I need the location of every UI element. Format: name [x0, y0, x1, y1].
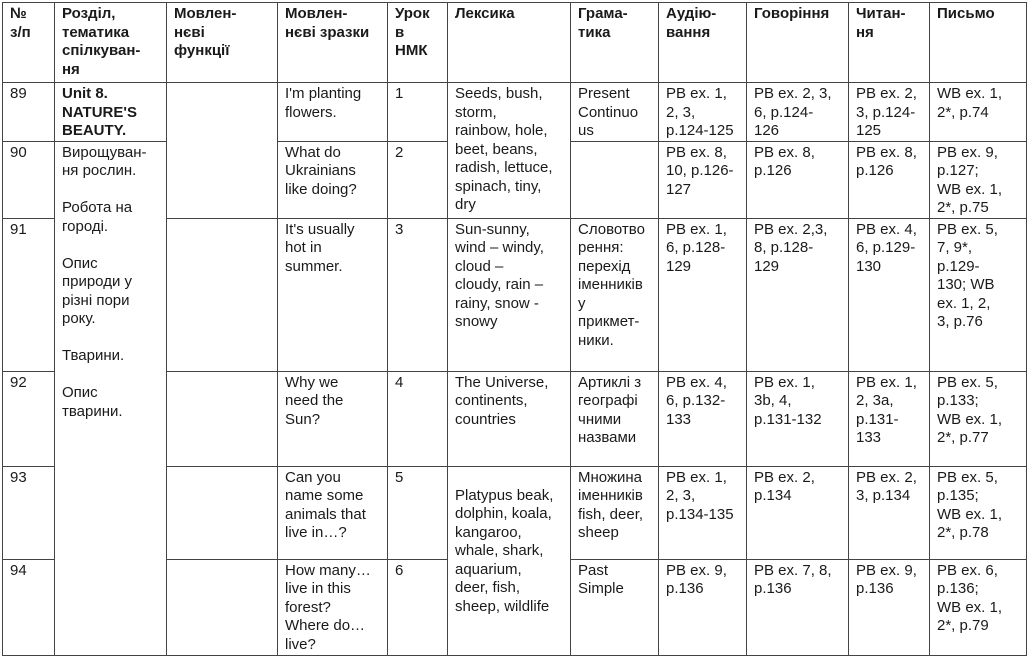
- curriculum-table-wrapper: [2, 2, 1027, 656]
- speech-patterns-cell: How many… live in this forest? Where do… live?: [278, 559, 388, 655]
- speech-functions-cell: [167, 218, 278, 371]
- speech-patterns-cell: What do Ukrainians like doing?: [278, 141, 388, 218]
- speaking-cell: PB ex. 2, p.134: [747, 466, 849, 559]
- writing-cell: PB ex. 9, p.127; WB ex. 1, 2*, p.75: [930, 141, 1027, 218]
- speech-functions-cell: [167, 559, 278, 655]
- table-row: [3, 83, 1027, 142]
- writing-cell: PB ex. 5, p.135; WB ex. 1, 2*, p.78: [930, 466, 1027, 559]
- lesson-cell: 3: [388, 218, 448, 371]
- header-speech-patterns: Мовлен- нєві зразки: [278, 3, 388, 83]
- writing-cell: PB ex. 6, p.136; WB ex. 1, 2*, p.79: [930, 559, 1027, 655]
- listening-cell: PB ex. 1, 2, 3, p.134-135: [659, 466, 747, 559]
- row-number: 90: [3, 141, 55, 218]
- grammar-cell: Множина іменників fish, deer, sheep: [571, 466, 659, 559]
- row-number: 91: [3, 218, 55, 371]
- speech-patterns-cell: I'm planting flowers.: [278, 83, 388, 142]
- writing-cell: PB ex. 5, 7, 9*, p.129- 130; WB ex. 1, 2, 3, p.76: [930, 218, 1027, 371]
- unit-title: Unit 8. NATURE'S BEAUTY.: [55, 83, 167, 142]
- header-writing: Письмо: [930, 3, 1027, 83]
- header-lesson: Урок в НМК: [388, 3, 448, 83]
- row-number: 94: [3, 559, 55, 655]
- listening-cell: PB ex. 8, 10, p.126- 127: [659, 141, 747, 218]
- header-vocabulary: Лексика: [448, 3, 571, 83]
- header-number: № з/п: [3, 3, 55, 83]
- header-speaking: Говоріння: [747, 3, 849, 83]
- lesson-cell: 1: [388, 83, 448, 142]
- grammar-cell: Present Continuo us: [571, 83, 659, 142]
- curriculum-table: [2, 2, 1027, 656]
- lesson-cell: 2: [388, 141, 448, 218]
- lesson-cell: 6: [388, 559, 448, 655]
- vocabulary-cell: Platypus beak, dolphin, koala, kangaroo, whale, shark, aquarium, deer, fish, sheep, wildlife: [448, 466, 571, 655]
- header-listening: Аудію- вання: [659, 3, 747, 83]
- row-number: 92: [3, 371, 55, 466]
- reading-cell: PB ex. 8, p.126: [849, 141, 930, 218]
- speech-patterns-cell: Can you name some animals that live in…?: [278, 466, 388, 559]
- writing-cell: PB ex. 5, p.133; WB ex. 1, 2*, p.77: [930, 371, 1027, 466]
- reading-cell: PB ex. 2, 3, p.134: [849, 466, 930, 559]
- vocabulary-cell: Seeds, bush, storm, rainbow, hole, beet, beans, radish, lettuce, spinach, tiny, dry: [448, 83, 571, 219]
- reading-cell: PB ex. 9, p.136: [849, 559, 930, 655]
- speech-functions-cell: [167, 83, 278, 219]
- speech-patterns-cell: Why we need the Sun?: [278, 371, 388, 466]
- row-number: 93: [3, 466, 55, 559]
- grammar-cell: [571, 141, 659, 218]
- speech-patterns-cell: It's usually hot in summer.: [278, 218, 388, 371]
- reading-cell: PB ex. 2, 3, p.124- 125: [849, 83, 930, 142]
- speech-functions-cell: [167, 466, 278, 559]
- lesson-cell: 4: [388, 371, 448, 466]
- grammar-cell: Артиклі з географі чними назвами: [571, 371, 659, 466]
- vocabulary-cell: The Universe, continents, countries: [448, 371, 571, 466]
- reading-cell: PB ex. 4, 6, p.129- 130: [849, 218, 930, 371]
- speaking-cell: PB ex. 8, p.126: [747, 141, 849, 218]
- speaking-cell: PB ex. 7, 8, p.136: [747, 559, 849, 655]
- header-reading: Читан- ня: [849, 3, 930, 83]
- row-number: 89: [3, 83, 55, 142]
- writing-cell: WB ex. 1, 2*, p.74: [930, 83, 1027, 142]
- header-grammar: Грама- тика: [571, 3, 659, 83]
- listening-cell: PB ex. 9, p.136: [659, 559, 747, 655]
- lesson-cell: 5: [388, 466, 448, 559]
- header-row: [3, 3, 1027, 83]
- speaking-cell: PB ex. 2,3, 8, p.128- 129: [747, 218, 849, 371]
- listening-cell: PB ex. 1, 6, p.128- 129: [659, 218, 747, 371]
- listening-cell: PB ex. 1, 2, 3, p.124-125: [659, 83, 747, 142]
- grammar-cell: Словотво рення: перехід іменників у прикмет- ники.: [571, 218, 659, 371]
- speech-functions-cell: [167, 371, 278, 466]
- grammar-cell: Past Simple: [571, 559, 659, 655]
- reading-cell: PB ex. 1, 2, 3a, p.131- 133: [849, 371, 930, 466]
- speaking-cell: PB ex. 1, 3b, 4, p.131-132: [747, 371, 849, 466]
- listening-cell: PB ex. 4, 6, p.132- 133: [659, 371, 747, 466]
- speaking-cell: PB ex. 2, 3, 6, p.124- 126: [747, 83, 849, 142]
- header-section-topic: Розділ, тематика спілкуван- ня: [55, 3, 167, 83]
- header-speech-functions: Мовлен- нєві функції: [167, 3, 278, 83]
- section-topics: Вирощуван- ня рослин. Робота на городі. Опис природи у різні пори року. Тварини. Опис тварини.: [55, 141, 167, 655]
- vocabulary-cell: Sun-sunny, wind – windy, cloud – cloudy, rain – rainy, snow - snowy: [448, 218, 571, 371]
